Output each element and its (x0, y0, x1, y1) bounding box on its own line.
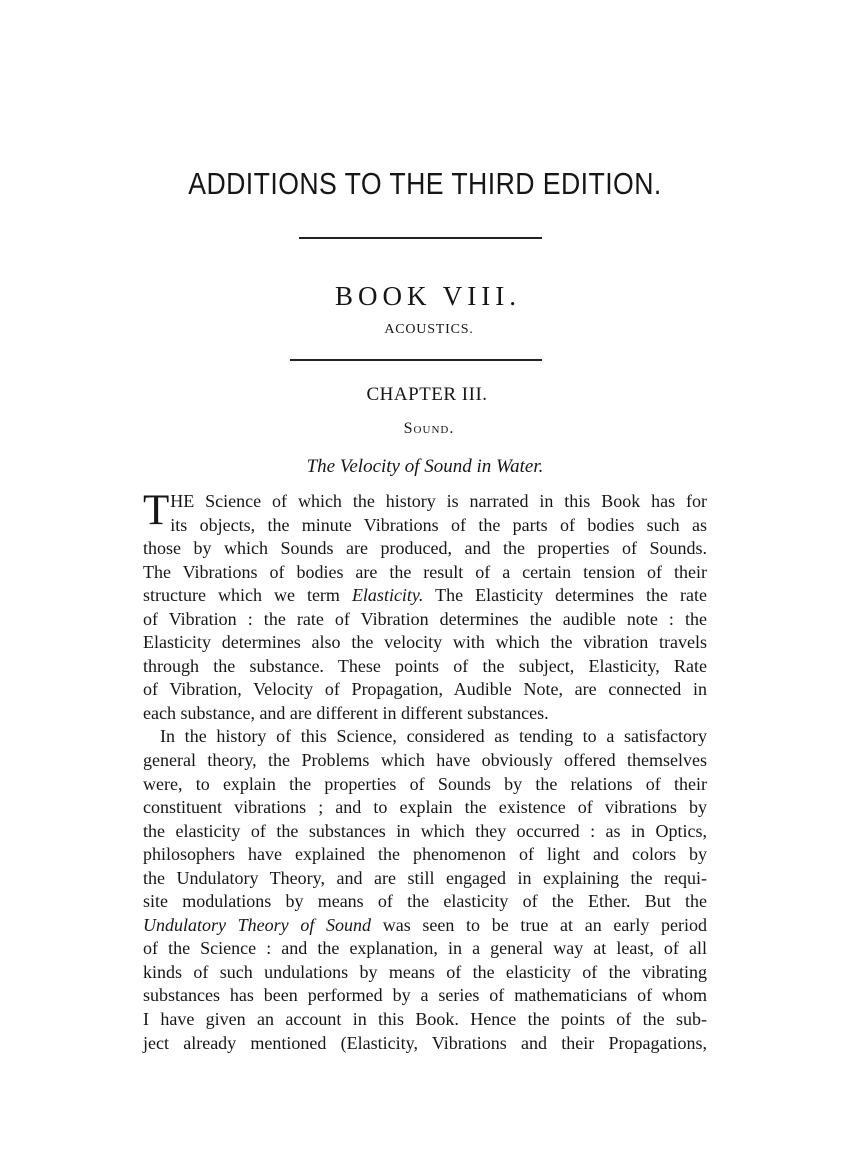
text-line: philosophers have explained the phenomenon of light and colors by (143, 844, 707, 865)
middle-divider (290, 359, 542, 361)
emphasis-elasticity: Elasticity. (351, 585, 424, 606)
book-subject: ACOUSTICS. (384, 322, 474, 337)
body-text (143, 487, 708, 1055)
text-line: I have given an account in this Book. Hence the points of the sub- (143, 1009, 707, 1030)
text-line: were, to explain the properties of Sounds by the relations of their (143, 773, 707, 794)
text-line: through the substance. These points of the subject, Elasticity, Rate (143, 655, 707, 676)
text-line: site modulations by means of the elasticity of the Ether. But the (143, 891, 707, 912)
text-line: ject already mentioned (Elasticity, Vibrations and their Propagations, (143, 1032, 707, 1053)
text-line: kinds of such undulations by means of the elasticity of the vibrating (143, 961, 707, 982)
chapter-heading: CHAPTER III. (366, 384, 488, 405)
text-line (143, 914, 707, 938)
text-line (143, 584, 707, 608)
text-line: The Vibrations of bodies are the result of a certain tension of their (143, 561, 707, 582)
text-line: the Undulatory Theory, and are still engaged in explaining the requi- (143, 867, 707, 888)
text-line: of Vibration, Velocity of Propagation, Audible Note, are connected in (143, 679, 707, 700)
text-segment: was seen to be true at an early period (371, 914, 708, 935)
chapter-subject: Sound. (403, 420, 455, 437)
page-title: ADDITIONS TO THE THIRD EDITION. (188, 166, 662, 201)
text-line: of the Science : and the explanation, in a general way at least, of all (143, 938, 707, 959)
top-divider (299, 237, 542, 239)
text-line: those by which Sounds are produced, and the properties of Sounds. (143, 538, 707, 559)
text-line: each substance, and are different in different substances. (143, 702, 549, 723)
emphasis-undulatory-theory: Undulatory Theory of Sound (143, 914, 372, 935)
text-line: In the history of this Science, considered as tending to a satisfactory (160, 726, 707, 747)
text-line: of Vibration : the rate of Vibration determines the audible note : the (143, 608, 707, 629)
paragraph-1 (143, 487, 708, 725)
text-line: its objects, the minute Vibrations of the parts of bodies such as (170, 514, 707, 535)
text-line: the elasticity of the substances in which they occurred : as in Optics, (143, 820, 707, 841)
text-segment: The Elasticity determines the rate (423, 585, 708, 606)
text-line: Elasticity determines also the velocity with which the vibration travels (143, 632, 707, 653)
book-heading: BOOK VIII. (335, 281, 521, 311)
text-line: HE Science of which the history is narrated in this Book has for (170, 491, 707, 511)
text-line: general theory, the Problems which have obviously offered themselves (143, 750, 707, 771)
section-subtitle: The Velocity of Sound in Water. (306, 456, 544, 477)
text-line: constituent vibrations ; and to explain the existence of vibrations by (143, 797, 707, 818)
paragraph-2 (143, 725, 707, 1055)
text-segment: structure which we term (143, 585, 352, 606)
drop-cap: T (143, 487, 170, 534)
text-line: substances has been performed by a series of mathematicians of whom (143, 985, 707, 1006)
